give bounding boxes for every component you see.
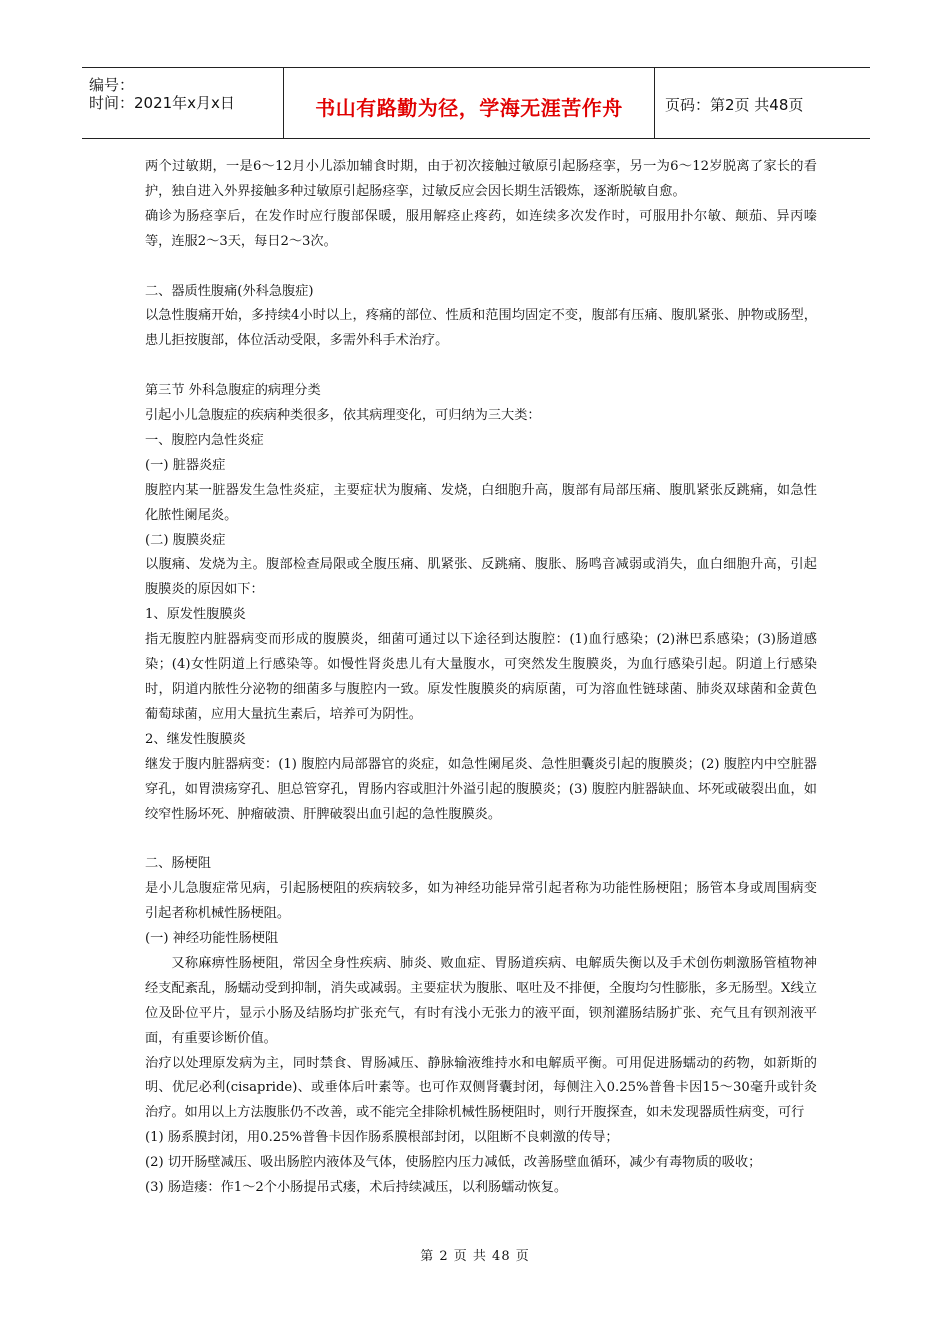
subsection-heading: (一) 神经功能性肠梗阻	[145, 931, 279, 947]
paragraph: 是小儿急腹症常见病，引起肠梗阻的疾病较多，如为神经功能异常引起者称为功能性肠梗阻；肠管本身或周围病变引起者称机械性肠梗阻。	[145, 881, 817, 922]
header-motto-cell	[284, 68, 655, 138]
list-item: (2) 切开肠壁减压、吸出肠腔内液体及气体，使肠腔内压力减低，改善肠壁血循环，减少有毒物质的吸收；	[145, 1155, 762, 1171]
list-item: (1) 肠系膜封闭，用0.25%普鲁卡因作肠系膜根部封闭，以阻断不良刺激的传导；	[145, 1130, 619, 1146]
paragraph: 治疗以处理原发病为主，同时禁食、胃肠减压、静脉输液维持水和电解质平衡。可用促进肠蠕动的药物，如新斯的明、优尼必利(cisapride)、或垂体后叶素等。也可作双侧肾囊封闭，每侧注入0.25%普鲁卡因15～30毫升或针灸治疗。如用以上方法腹胀仍不改善，或不能完全排除机械性肠梗阻时，则行开腹探查，如未发现器质性病变，可行	[145, 1055, 817, 1121]
paragraph: 又称麻痹性肠梗阻，常因全身性疾病、肺炎、败血症、胃肠道疾病、电解质失衡以及手术创伤刺激肠管植物神经支配紊乱，肠蠕动受到抑制，消失或减弱。主要症状为腹胀、呕吐及不排便，全腹均匀性膨胀，多无肠型。X线立位及卧位平片，显示小肠及结肠均扩张充气，有时有浅小无张力的液平面，钡剂灌肠结肠扩张、充气且有钡剂液平面，有重要诊断价值。	[145, 955, 817, 1046]
section-heading: 一、腹腔内急性炎症	[145, 432, 264, 448]
paragraph: 腹腔内某一脏器发生急性炎症，主要症状为腹痛、发烧，白细胞升高，腹部有局部压痛、腹肌紧张反跳痛，如急性化脓性阑尾炎。	[145, 482, 817, 523]
subsection-heading: (二) 腹膜炎症	[145, 532, 226, 548]
spacer	[145, 255, 817, 280]
paragraph: 以急性腹痛开始，多持续4小时以上，疼痛的部位、性质和范围均固定不变，腹部有压痛、腹肌紧张、肿物或肠型，患儿拒按腹部，体位活动受限，多需外科手术治疗。	[145, 308, 817, 349]
document-body	[145, 155, 817, 1201]
subsection-heading: 2、继发性腹膜炎	[145, 731, 246, 747]
spacer	[145, 354, 817, 379]
page-header	[82, 67, 870, 139]
header-right-cell	[655, 68, 870, 138]
paragraph: 确诊为肠痉挛后，在发作时应行腹部保暖，服用解痉止疼药，如连续多次发作时，可服用扑尔敏、颠茄、异丙嗪等，连服2～3天，每日2～3次。	[145, 208, 817, 249]
paragraph: 指无腹腔内脏器病变而形成的腹膜炎，细菌可通过以下途径到达腹腔：(1)血行感染；(2)淋巴系感染；(3)肠道感染；(4)女性阴道上行感染等。如慢性肾炎患儿有大量腹水，可突然发生腹膜炎，为血行感染引起。阴道上行感染时，阴道内脓性分泌物的细菌多与腹腔内一致。原发性腹膜炎的病原菌，可为溶血性链球菌、肺炎双球菌和金黄色葡萄球菌，应用大量抗生素后，培养可为阴性。	[145, 632, 817, 722]
section-heading: 二、器质性腹痛(外科急腹症)	[145, 283, 314, 299]
paragraph: 以腹痛、发烧为主。腹部检查局限或全腹压痛、肌紧张、反跳痛、腹胀、肠鸣音减弱或消失，血白细胞升高，引起腹膜炎的原因如下：	[145, 557, 817, 598]
number-label: 编号：	[89, 76, 135, 94]
subsection-heading: (一) 脏器炎症	[145, 457, 226, 473]
paragraph: 两个过敏期，一是6～12月小儿添加辅食时期，由于初次接触过敏原引起肠痉挛，另一为6～12岁脱离了家长的看护，独自进入外界接触多种过敏原引起肠痉挛，过敏反应会因长期生活锻炼，逐渐脱敏自愈。	[145, 159, 817, 199]
section-heading: 第三节 外科急腹症的病理分类	[145, 383, 321, 399]
time-label: 时间：2021年x月x日	[89, 94, 235, 112]
list-item: (3) 肠造瘘：作1～2个小肠提吊式瘘，术后持续减压，以利肠蠕动恢复。	[145, 1180, 568, 1196]
page-info: 页码：第2页 共48页	[665, 96, 804, 114]
subsection-heading: 1、原发性腹膜炎	[145, 607, 246, 623]
paragraph: 引起小儿急腹症的疾病种类很多，依其病理变化，可归纳为三大类：	[145, 408, 541, 424]
page-footer: 第 2 页 共 48 页	[420, 1249, 530, 1264]
section-heading: 二、肠梗阻	[145, 856, 211, 872]
motto: 书山有路勤为径，学海无涯苦作舟	[315, 96, 623, 120]
paragraph: 继发于腹内脏器病变：(1) 腹腔内局部器官的炎症，如急性阑尾炎、急性胆囊炎引起的腹膜炎；(2) 腹腔内中空脏器穿孔，如胃溃疡穿孔、胆总管穿孔，胃肠内容或胆汁外溢引起的腹膜炎；(3) 腹腔内脏器缺血、坏死或破裂出血，如绞窄性肠坏死、肿瘤破溃、肝脾破裂出血引起的急性腹膜炎。	[145, 756, 817, 822]
header-left-cell	[82, 68, 284, 138]
spacer	[145, 827, 817, 852]
